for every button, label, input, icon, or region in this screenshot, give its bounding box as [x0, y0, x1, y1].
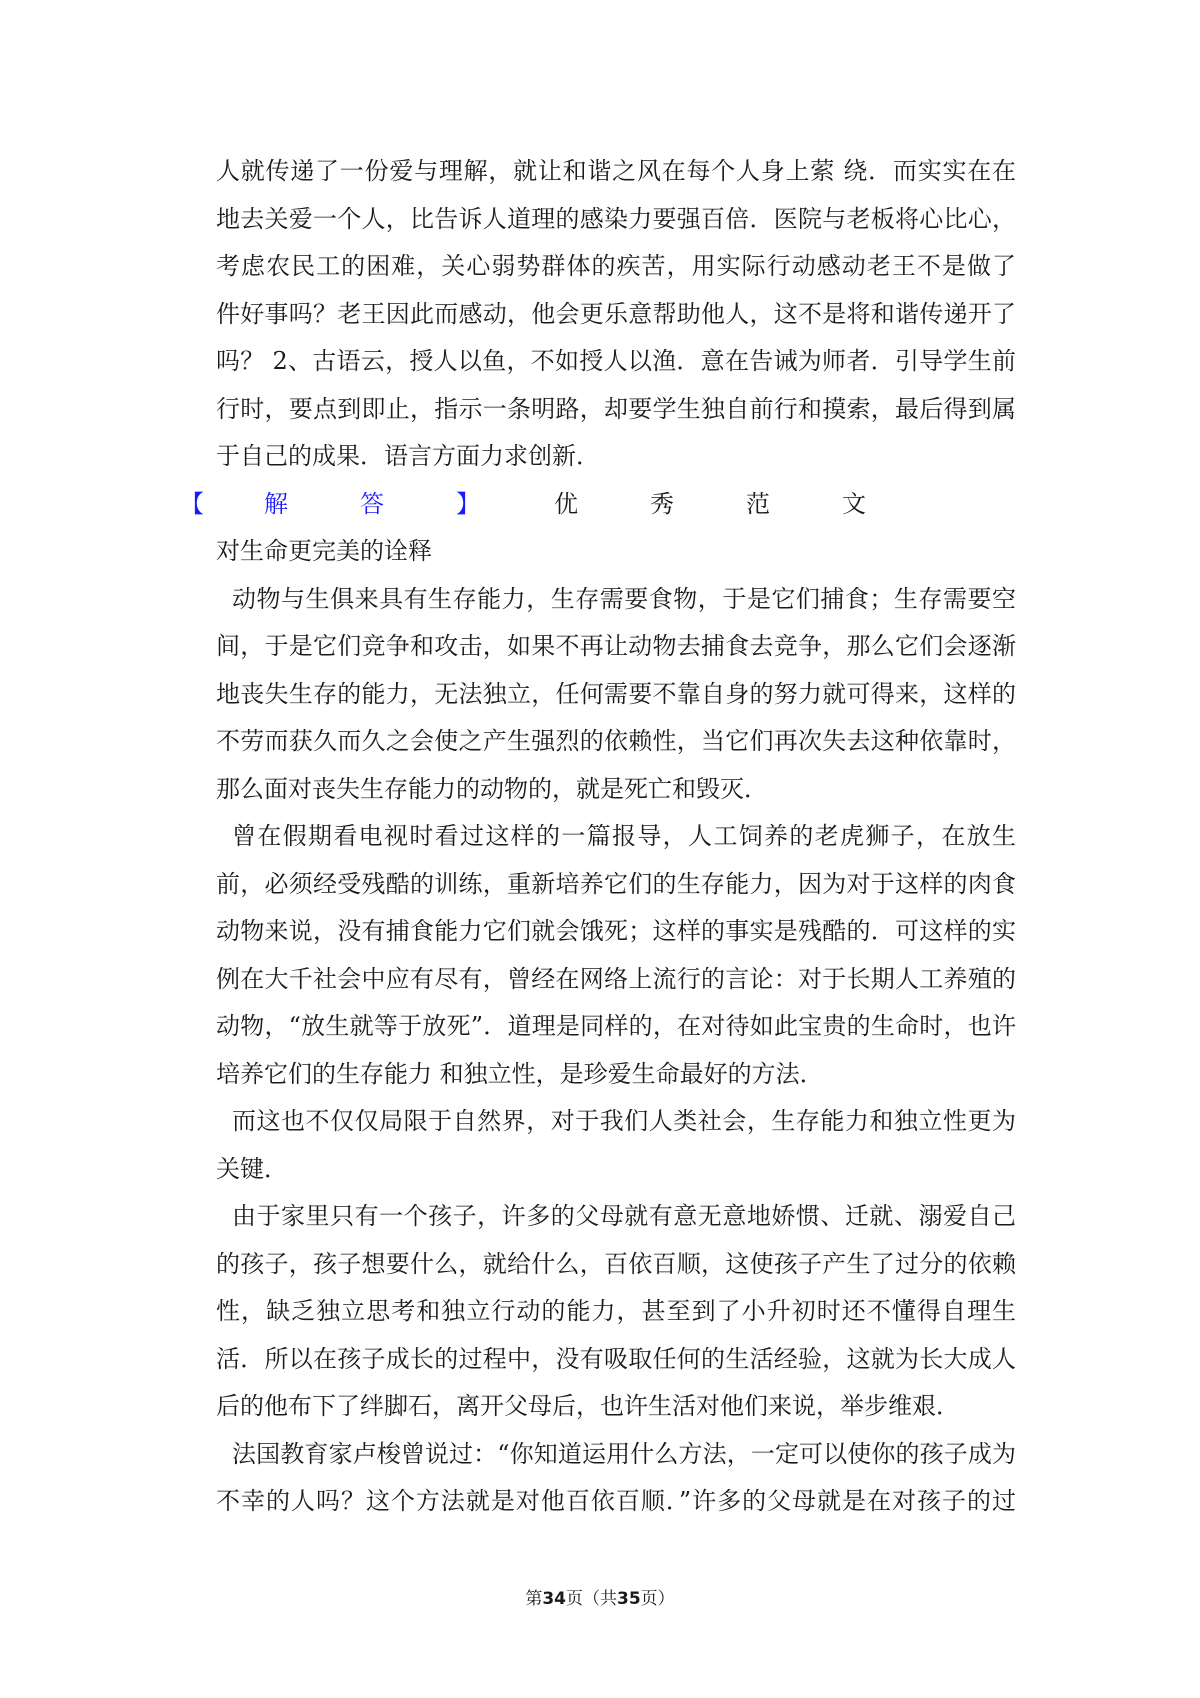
fanwen-label-char: 范 — [746, 489, 770, 518]
text-line: 于自己的成果．语言方面力求创新． — [216, 442, 600, 470]
text-line: 曾在假期看电视时看过这样的一篇报导，人工饲养的老虎狮子，在放生 — [232, 822, 1016, 850]
bracket-close: 】 — [456, 489, 480, 518]
text-line: 考虑农民工的困难，关心弱势群体的疾苦，用实际行动感动老王不是做了 — [216, 252, 1016, 280]
total-pages: 35 — [617, 1589, 641, 1609]
essay-title: 对生命更完美的诠释 — [216, 537, 432, 565]
answer-label-char: 答 — [360, 489, 384, 518]
fanwen-label-char: 秀 — [650, 489, 674, 518]
text-line: 动物，“放生就等于放死”．道理是同样的，在对待如此宝贵的生命时，也许 — [216, 1012, 1016, 1040]
fanwen-label-char: 优 — [554, 489, 578, 518]
text-line: 的孩子，孩子想要什么，就给什么，百依百顺，这使孩子产生了过分的依赖 — [216, 1249, 1016, 1278]
essay-paragraph — [216, 813, 1016, 1098]
text-line: 吗？ 2、古语云，授人以鱼，不如授人以渔．意在告诫为师者．引导学生前 — [216, 347, 1016, 375]
footer-suffix: 页） — [640, 1589, 675, 1609]
page-footer — [0, 1584, 1200, 1609]
text-line: 动物与生俱来具有生存能力，生存需要食物，于是它们捕食；生存需要空 — [232, 584, 1016, 613]
answer-label-char: 解 — [264, 489, 288, 518]
footer-prefix: 第 — [525, 1589, 543, 1609]
text-line: 件好事吗？老王因此而感动，他会更乐意帮助他人，这不是将和谐传递开了 — [216, 299, 1016, 328]
answer-heading — [180, 481, 1016, 529]
text-line: 不劳而获久而久之会使之产生强烈的依赖性，当它们再次失去这种依靠时， — [216, 727, 1016, 755]
text-line: 法国教育家卢梭曾说过：“你知道运用什么方法，一定可以使你的孩子成为 — [232, 1439, 1016, 1468]
text-line: 动物来说，没有捕食能力它们就会饿死；这样的事实是残酷的．可这样的实 — [216, 917, 1016, 945]
top-paragraph — [216, 148, 1016, 481]
text-line: 例在大千社会中应有尽有，曾经在网络上流行的言论：对于长期人工养殖的 — [216, 964, 1016, 993]
essay-paragraph — [216, 1431, 1016, 1526]
essay-paragraph — [216, 1193, 1016, 1431]
text-line: 前，必须经受残酷的训练，重新培养它们的生存能力，因为对于这样的肉食 — [216, 869, 1016, 898]
text-line: 地去关爱一个人，比告诉人道理的感染力要强百倍．医院与老板将心比心， — [216, 204, 1016, 233]
text-line: 地丧失生存的能力，无法独立，任何需要不靠自身的努力就可得来，这样的 — [216, 679, 1016, 708]
text-line: 那么面对丧失生存能力的动物的，就是死亡和毁灭． — [216, 774, 768, 803]
text-line: 培养它们的生存能力 和独立性，是珍爱生命最好的方法． — [216, 1059, 824, 1088]
text-line: 活．所以在孩子成长的过程中，没有吸取任何的生活经验，这就为长大成人 — [216, 1344, 1016, 1373]
essay-paragraph — [216, 1098, 1016, 1193]
footer-middle: 页（共 — [566, 1589, 617, 1609]
text-line: 人就传递了一份爱与理解，就让和谐之风在每个人身上萦 绕．而实实在在 — [216, 157, 1016, 185]
text-line: 间，于是它们竞争和攻击，如果不再让动物去捕食去竞争，那么它们会逐渐 — [216, 632, 1016, 660]
text-line: 后的他布下了绊脚石，离开父母后，也许生活对他们来说，举步维艰． — [216, 1392, 960, 1420]
text-line: 不幸的人吗？这个方法就是对他百依百顺．”许多的父母就是在对孩子的过 — [216, 1487, 1016, 1515]
bracket-open: 【 — [180, 489, 204, 518]
text-line: 行时，要点到即止，指示一条明路，却要学生独自前行和摸索，最后得到属 — [216, 394, 1016, 423]
text-line: 而这也不仅仅局限于自然界，对于我们人类社会，生存能力和独立性更为 — [232, 1107, 1016, 1135]
page-content — [180, 148, 1016, 1526]
page-number: 34 — [542, 1589, 566, 1609]
text-line: 性，缺乏独立思考和独立行动的能力，甚至到了小升初时还不懂得自理生 — [216, 1297, 1016, 1325]
text-line: 关键． — [216, 1154, 288, 1183]
text-line: 由于家里只有一个孩子，许多的父母就有意无意地娇惯、迁就、溺爱自己 — [232, 1202, 1016, 1230]
fanwen-label-char: 文 — [842, 489, 866, 518]
essay-paragraph — [216, 576, 1016, 814]
